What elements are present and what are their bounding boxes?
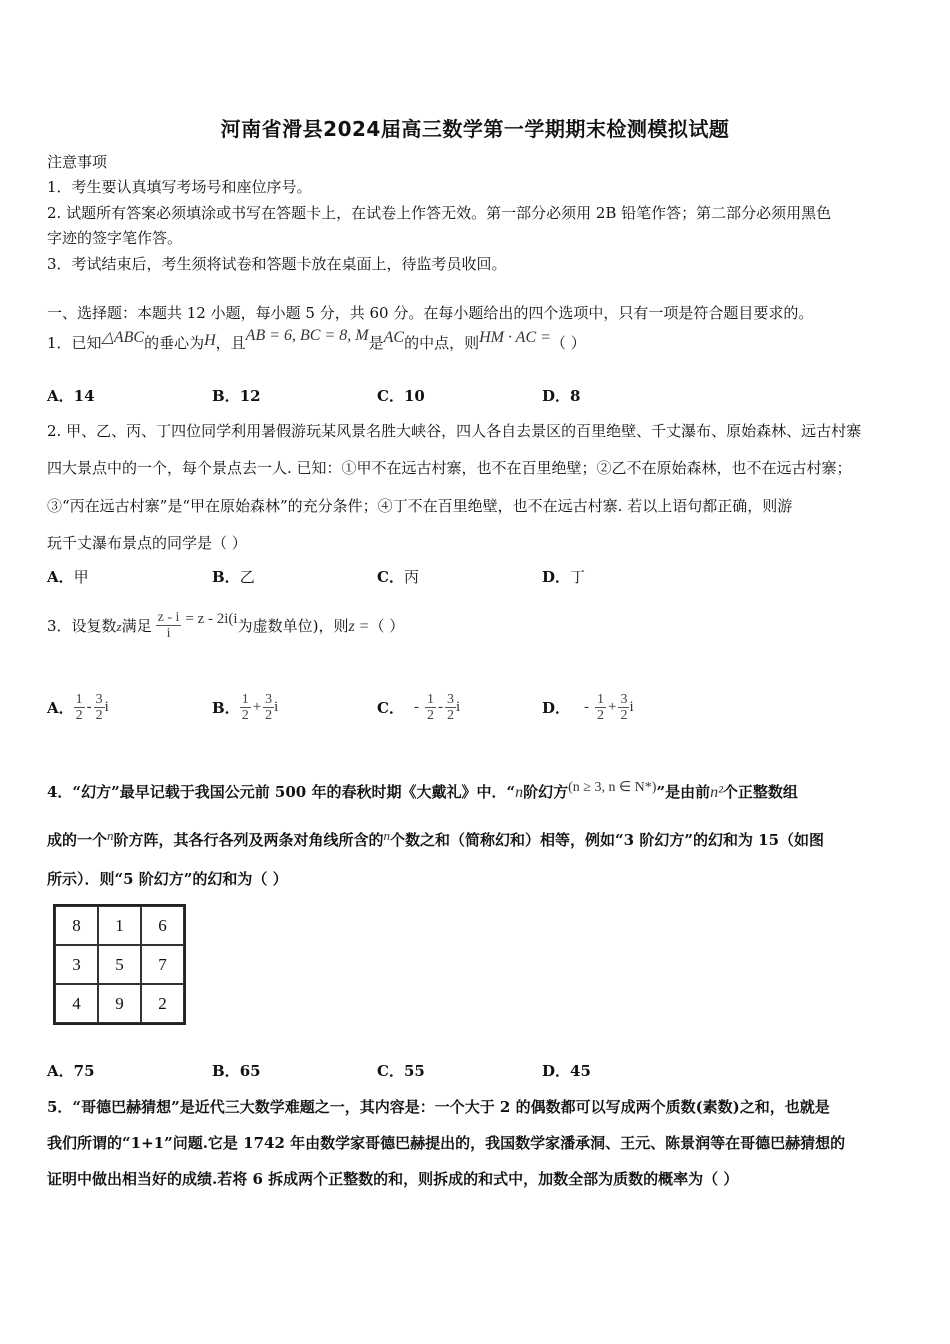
q2-option-a[interactable]: A．甲 bbox=[47, 568, 89, 586]
magic-square-cell: 6 bbox=[141, 906, 184, 945]
question-2-line: 四大景点中的一个，每个景点去一人. 已知：①甲不在远古村寨，也不在百里绝壁；②乙不在原始森林，也不在远古村寨； bbox=[47, 459, 852, 477]
q3-option-d[interactable]: D． - $\frac{1}{2}$ + $\frac{3}{2}$ i bbox=[542, 691, 634, 723]
question-4-line-1: 4．“幻方”最早记载于我国公元前 500 年的春秋时期《大戴礼》中．“n阶幻方(n ≥ 3, n ∈ N*)”是由前n²个正整数组 bbox=[47, 780, 798, 801]
q1-math-h: H bbox=[204, 332, 216, 349]
q1-math-dot: HM · AC = bbox=[479, 329, 551, 346]
q4-option-a[interactable]: A．75 bbox=[47, 1062, 95, 1080]
magic-square-cell: 2 bbox=[141, 984, 184, 1023]
q1-option-a[interactable]: A．14 bbox=[47, 387, 95, 405]
q3-option-a[interactable]: A． $\frac{1}{2}$ - $\frac{3}{2}$ i bbox=[47, 691, 109, 723]
question-4-line-2: 成的一个n阶方阵，其各行各列及两条对角线所含的n个数之和（简称幻和）相等，例如“3 阶幻方”的幻和为 15（如图 bbox=[47, 828, 825, 849]
magic-square bbox=[53, 904, 186, 1025]
q3-math-z2: z = bbox=[348, 618, 370, 635]
magic-square-cell: 7 bbox=[141, 945, 184, 984]
q3-math-z: z bbox=[116, 619, 122, 634]
notice-item: 3．考试结束后，考生须将试卷和答题卡放在桌面上，待监考员收回。 bbox=[47, 255, 507, 273]
q1-option-d[interactable]: D．8 bbox=[542, 387, 581, 405]
q3-option-b[interactable]: B． $\frac{1}{2}$ + $\frac{3}{2}$ i bbox=[212, 691, 279, 723]
q1-math-lengths: AB = 6, BC = 8, M bbox=[245, 327, 369, 344]
magic-square-cell: 4 bbox=[55, 984, 98, 1023]
magic-square-cell: 5 bbox=[98, 945, 141, 984]
q1-math-ac: AC bbox=[383, 329, 405, 346]
q4-math-condition: (n ≥ 3, n ∈ N*) bbox=[568, 780, 657, 795]
magic-square-cell: 1 bbox=[98, 906, 141, 945]
question-4-line-3: 所示）．则“5 阶幻方”的幻和为（ ） bbox=[47, 870, 288, 888]
notice-item: 2. 试题所有答案必须填涂或书写在答题卡上，在试卷上作答无效。第一部分必须用 2B 铅笔作答；第二部分必须用黑色 bbox=[47, 204, 832, 222]
q2-option-c[interactable]: C．丙 bbox=[377, 568, 419, 586]
q4-option-b[interactable]: B．65 bbox=[212, 1062, 261, 1080]
notice-item: 字迹的签字笔作答。 bbox=[47, 229, 183, 247]
notice-heading: 注意事项 bbox=[47, 153, 108, 171]
q1-text: 的垂心为 bbox=[144, 334, 205, 352]
page-title: 河南省滑县2024届高三数学第一学期期末检测模拟试题 bbox=[220, 117, 730, 141]
q3-math-rhs: = z - 2i(i bbox=[185, 610, 238, 627]
q1-text: 是 bbox=[368, 334, 384, 352]
q1-text: 的中点，则 bbox=[404, 334, 480, 352]
q3-fraction: $\frac{z - i}{i}$ bbox=[157, 609, 180, 641]
magic-square-cell: 8 bbox=[55, 906, 98, 945]
q3-option-c[interactable]: C． - $\frac{1}{2}$ - $\frac{3}{2}$ i bbox=[377, 691, 461, 723]
question-5-line: 我们所谓的“1+1”问题.它是 1742 年由数学家哥德巴赫提出的，我国数学家潘承洞、王元、陈景润等在哥德巴赫猜想的 bbox=[47, 1134, 846, 1152]
section-heading: 一、选择题：本题共 12 小题，每小题 5 分，共 60 分。在每小题给出的四个选项中，只有一项是符合题目要求的。 bbox=[47, 304, 814, 322]
q2-option-b[interactable]: B．乙 bbox=[212, 568, 255, 586]
q1-option-c[interactable]: C．10 bbox=[377, 387, 425, 405]
q2-option-d[interactable]: D．丁 bbox=[542, 568, 586, 586]
q1-text: （ ） bbox=[550, 334, 586, 352]
q1-option-b[interactable]: B．12 bbox=[212, 387, 261, 405]
magic-square-cell: 3 bbox=[55, 945, 98, 984]
question-2-line: ③“丙在远古村寨”是“甲在原始森林”的充分条件；④丁不在百里绝壁，也不在远古村寨. 若以上语句都正确，则游 bbox=[47, 497, 793, 515]
q1-text: 1．已知 bbox=[47, 334, 102, 352]
question-3: 3．设复数 z 满足 $\frac{z - i}{i}$ = z - 2i(i 为虚数单位)，则 z = （ ） bbox=[47, 609, 405, 641]
q4-math-n: n bbox=[515, 784, 524, 801]
q4-option-c[interactable]: C．55 bbox=[377, 1062, 425, 1080]
q4-option-d[interactable]: D．45 bbox=[542, 1062, 591, 1080]
q1-text: ，且 bbox=[215, 334, 246, 352]
question-5-line: 5．“哥德巴赫猜想”是近代三大数学难题之一，其内容是：一个大于 2 的偶数都可以写成两个质数(素数)之和，也就是 bbox=[47, 1098, 830, 1116]
question-2-line: 2. 甲、乙、丙、丁四位同学利用暑假游玩某风景名胜大峡谷，四人各自去景区的百里绝壁、千丈瀑布、原始森林、远古村寨 bbox=[47, 422, 862, 440]
question-5-line: 证明中做出相当好的成绩.若将 6 拆成两个正整数的和，则拆成的和式中，加数全部为质数的概率为（ ） bbox=[47, 1170, 739, 1188]
q4-math-n-squared: n² bbox=[710, 784, 723, 801]
question-1 bbox=[47, 327, 586, 353]
notice-item: 1．考生要认真填写考场号和座位序号。 bbox=[47, 178, 312, 196]
magic-square-cell: 9 bbox=[98, 984, 141, 1023]
question-2-line: 玩千丈瀑布景点的同学是（ ） bbox=[47, 534, 247, 552]
q1-math-triangle: △ABC bbox=[101, 329, 145, 346]
